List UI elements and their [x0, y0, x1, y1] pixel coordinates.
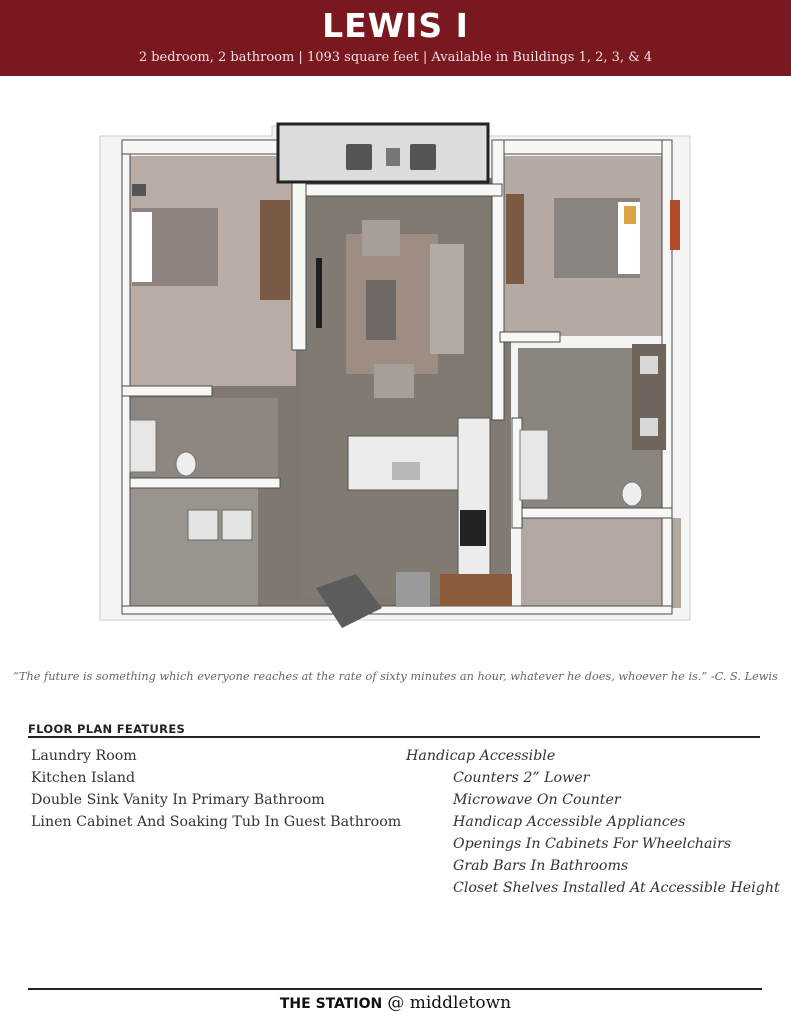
- wall-right-bath-bottom: [522, 508, 672, 518]
- accessible-feature-item: Counters 2” Lower: [453, 770, 590, 786]
- handicap-accessible-heading: Handicap Accessible: [406, 748, 556, 764]
- kitchen-cabinet-wood: [440, 574, 512, 606]
- balcony-table: [386, 148, 400, 166]
- accessible-feature-item: Microwave On Counter: [453, 792, 621, 808]
- wall-right-bed-bottom: [500, 332, 560, 342]
- vanity-sink: [640, 356, 658, 374]
- left-toilet: [176, 452, 196, 476]
- wall-top-left: [122, 140, 302, 154]
- fridge: [396, 572, 430, 606]
- wall-left-bath-bottom: [130, 478, 280, 488]
- coffee-table: [366, 280, 396, 340]
- left-nightstand: [132, 184, 146, 196]
- left-bed-pillows: [132, 212, 152, 282]
- kitchen-counter: [458, 418, 490, 598]
- wall-right-bed-left: [492, 140, 504, 420]
- feature-item: Kitchen Island: [31, 770, 136, 786]
- armchair: [362, 220, 400, 256]
- features-list-right: [406, 745, 780, 899]
- floor-plan-illustration: [96, 118, 696, 643]
- washer: [188, 510, 218, 540]
- accessible-feature-item: Handicap Accessible Appliances: [453, 814, 686, 830]
- right-dresser: [506, 194, 524, 284]
- stove: [460, 510, 486, 546]
- right-closet-carpet: [521, 518, 681, 608]
- vanity-sink: [640, 418, 658, 436]
- page-title: LEWIS I: [322, 6, 469, 45]
- footer-brand: THE STATION: [279, 996, 383, 1012]
- wall-right-top: [500, 140, 672, 154]
- balcony-chair: [410, 144, 436, 170]
- page-subtitle: 2 bedroom, 2 bathroom | 1093 square feet | Available in Buildings 1, 2, 3, & 4: [138, 50, 653, 65]
- sofa: [430, 244, 464, 354]
- balcony-chair: [346, 144, 372, 170]
- features-heading: FLOOR PLAN FEATURES: [28, 722, 186, 736]
- feature-item: Linen Cabinet And Soaking Tub In Guest Bathroom: [31, 814, 402, 830]
- laundry-area: [128, 486, 258, 606]
- right-tub: [520, 430, 548, 500]
- right-toilet: [622, 482, 642, 506]
- tv: [316, 258, 322, 328]
- wall-left-bed-bottom: [122, 386, 212, 396]
- header-banner: [0, 0, 791, 76]
- kitchen-sink: [392, 462, 420, 480]
- wall-bottom: [122, 606, 672, 614]
- feature-item: Laundry Room: [31, 748, 137, 764]
- right-bed-accent-pillow: [624, 206, 636, 224]
- accessible-feature-item: Grab Bars In Bathrooms: [453, 858, 629, 874]
- wall-living-top: [306, 184, 502, 196]
- armchair: [374, 364, 414, 398]
- dryer: [222, 510, 252, 540]
- footer-divider: [28, 988, 762, 990]
- balcony: [278, 124, 488, 182]
- left-dresser: [260, 200, 290, 300]
- wall-left-outer: [122, 140, 130, 610]
- features-divider: [28, 736, 760, 738]
- footer: [0, 993, 791, 1013]
- floor-plan-image: [96, 118, 696, 643]
- footer-location: @ middletown: [387, 993, 512, 1013]
- feature-item: Double Sink Vanity In Primary Bathroom: [31, 792, 325, 808]
- right-artwork: [670, 200, 680, 250]
- accessible-feature-item: Closet Shelves Installed At Accessible Height: [453, 880, 780, 896]
- lewis-quote: “The future is something which everyone reaches at the rate of sixty minutes an hour, whatever he does, whoever he is.” -C. S. Lewis: [13, 670, 778, 683]
- accessible-feature-item: Openings In Cabinets For Wheelchairs: [453, 836, 732, 852]
- features-list-left: [31, 745, 401, 833]
- left-tub: [130, 420, 156, 472]
